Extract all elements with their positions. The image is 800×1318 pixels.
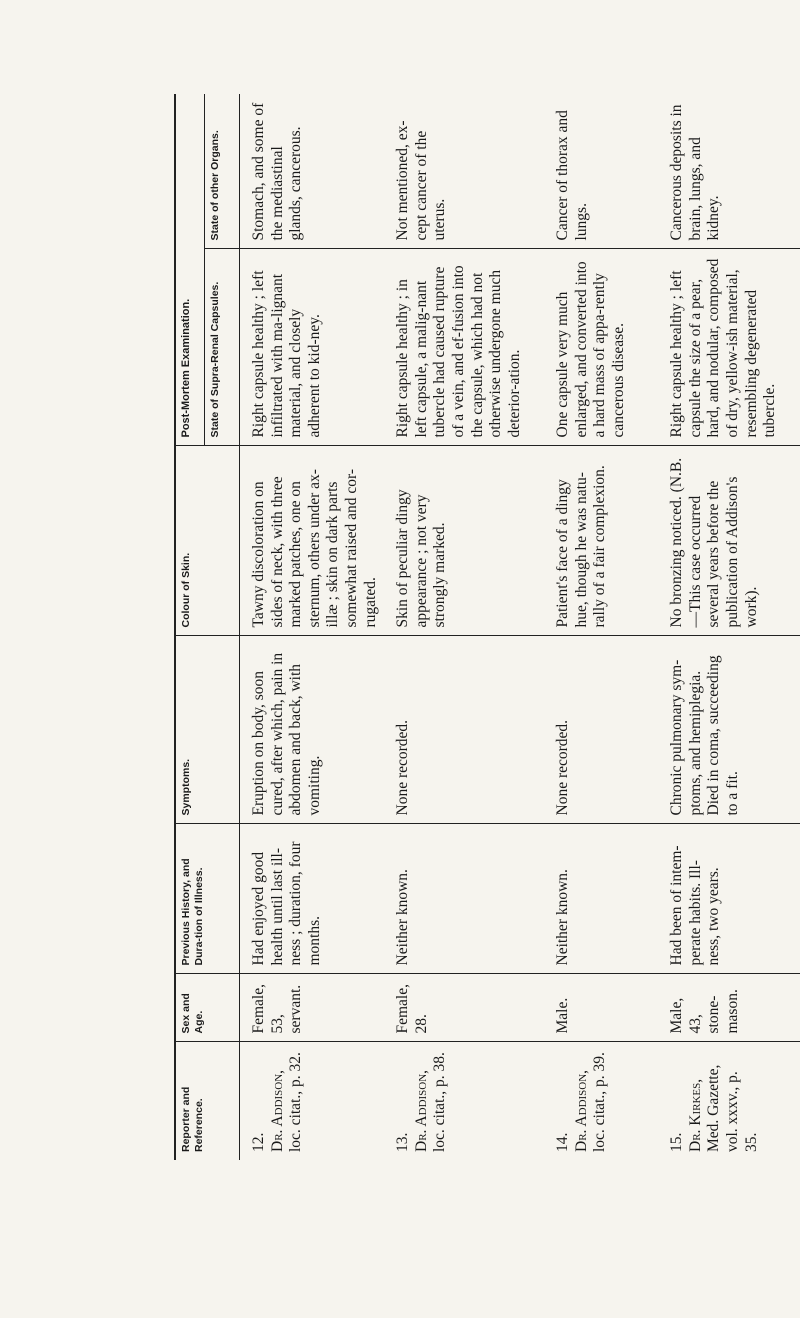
skin-cell: Skin of peculiar dingy appearance ; not very strongly marked. — [384, 446, 544, 636]
symptoms-cell: Chronic pulmonary sym-ptoms, and hemiplegia. Died in coma, succeeding to a fit. — [658, 636, 800, 824]
case-number: 13. — [394, 1132, 412, 1152]
symptoms-cell: None recorded. — [544, 636, 658, 824]
reporter-name: Dr. Addison, — [412, 1069, 430, 1152]
other-organs-cell: Stomach, and some of the mediastinal glands, cancerous. — [240, 94, 385, 249]
case-number: 14. — [554, 1132, 572, 1152]
reporter-cell — [240, 1042, 385, 1160]
header-symptoms: Symptoms. — [175, 636, 240, 824]
history-cell: Had enjoyed good health until last ill-ness ; duration, four months. — [240, 824, 385, 974]
header-skin: Colour of Skin. — [175, 446, 240, 636]
table-row — [658, 94, 800, 1160]
skin-cell: Tawny discoloration on sides of neck, with three marked patches, one on sternum, others under ax-illæ ; skin on dark parts somewhat raised and cor-rugated. — [240, 446, 385, 636]
case-number: 15. — [668, 1132, 686, 1152]
symptoms-cell: Eruption on body, soon cured, after which, pain in abdomen and back, with vomiting. — [240, 636, 385, 824]
reporter-cell — [384, 1042, 544, 1160]
sex-age-cell: Male. — [544, 974, 658, 1042]
header-history: Previous History, and Dura-tion of Illness. — [175, 824, 240, 974]
skin-cell: Patient's face of a dingy hue, though he was natu-rally of a fair complexion. — [544, 446, 658, 636]
other-organs-cell: Cancerous deposits in brain, lungs, and kidney. — [658, 94, 800, 249]
reporter-cell — [544, 1042, 658, 1160]
reporter-name: Dr. Kirkes, — [686, 1078, 704, 1152]
skin-cell: No bronzing noticed. (N.B.—This case occurred several years before the publication of Addison's work). — [658, 446, 800, 636]
capsules-cell: Right capsule healthy ; in left capsule, a malig-nant tubercle had caused rupture of a vein, and ef-fusion into the capsule, which had not otherwise undergone much deterior-ation. — [384, 249, 544, 446]
other-organs-cell: Not mentioned, ex-cept cancer of the uterus. — [384, 94, 544, 249]
header-sex-age: Sex and Age. — [175, 974, 240, 1042]
history-cell: Had been of intem-perate habits. Ill-ness, two years. — [658, 824, 800, 974]
other-organs-cell: Cancer of thorax and lungs. — [544, 94, 658, 249]
table-row — [384, 94, 544, 1160]
reference-text: Med. Gazette, vol. xxxv., p. 35. — [705, 1064, 760, 1152]
reference-text: loc. citat., p. 39. — [591, 1052, 609, 1152]
header-other-organs: State of other Organs. — [205, 94, 240, 249]
reference-text: loc. citat., p. 38. — [431, 1052, 449, 1152]
header-reporter: Reporter and Reference. — [175, 1042, 240, 1160]
header-post-mortem: Post-Mortem Examination. — [175, 94, 205, 446]
case-number: 12. — [250, 1132, 267, 1152]
capsules-cell: Right capsule healthy ; left infiltrated with ma-lignant material, and closely adherent to kid-ney. — [240, 249, 385, 446]
header-capsules: State of Supra-Renal Capsules. — [205, 249, 240, 446]
reporter-cell — [658, 1042, 800, 1160]
reference-text: loc. citat., p. 32. — [287, 1052, 305, 1152]
capsules-cell: One capsule very much enlarged, and converted into a hard mass of appa-rently cancerous disease. — [544, 249, 658, 446]
case-table — [174, 94, 800, 1160]
history-cell: Neither known. — [544, 824, 658, 974]
table-row — [544, 94, 658, 1160]
capsules-cell: Right capsule healthy ; left capsule the size of a pear, hard, and nodular, composed of dry, yellow-ish material, resembling degenerated tubercle. — [658, 249, 800, 446]
sex-age-cell: Male, 43, stone-mason. — [658, 974, 800, 1042]
reporter-name: Dr. Addison, — [572, 1069, 590, 1152]
history-cell: Neither known. — [384, 824, 544, 974]
sex-age-cell: Female, 28. — [384, 974, 544, 1042]
sex-age-cell: Female, 53, servant. — [240, 974, 385, 1042]
table-row — [240, 94, 385, 1160]
reporter-name: Dr. Addison, — [268, 1069, 286, 1152]
symptoms-cell: None recorded. — [384, 636, 544, 824]
